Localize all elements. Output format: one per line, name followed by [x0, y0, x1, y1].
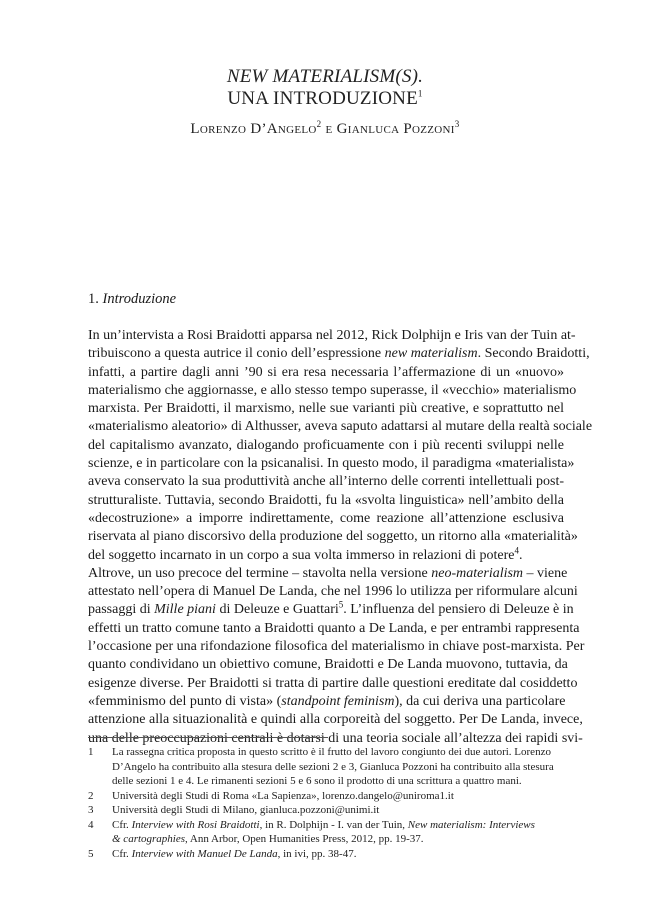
text-run: effetti un tratto comune tanto a Braidotti quanto a De Landa, e per entrambi rappresenta [88, 620, 580, 636]
italic-run: New materialism: Interviews [407, 818, 535, 831]
text-run: Altrove, un uso precoce del termine – stavolta nella versione [88, 565, 432, 581]
text-run: Università degli Studi di Roma «La Sapienza», lorenzo.dangelo@uniroma1.it [112, 789, 454, 802]
text-line [88, 599, 574, 619]
text-run: riservata al piano discorsivo della produzione del soggetto, un ritorno alla «materialità» [88, 529, 578, 545]
italic-run: standpoint feminism [281, 693, 395, 709]
italic-run: & cartographies [112, 833, 186, 845]
text-line [88, 638, 585, 656]
italic-run: Interview with Manuel De Landa [131, 847, 278, 860]
section-number: 1. [88, 291, 103, 307]
footnote [88, 745, 564, 789]
paragraph [88, 565, 585, 748]
text-line [88, 620, 580, 638]
text-run: scienze, e in particolare con la psicanalisi. In questo modo, il paradigma «materialista» [88, 456, 575, 472]
footnote-ref[interactable]: 4 [514, 544, 519, 555]
footnote-number: 5 [88, 847, 94, 860]
author2-footnote-ref[interactable]: 3 [454, 119, 460, 129]
text-run: l’occasione per una rifondazione filosofica del materialismo in chiave post-marxista. Per [88, 639, 585, 655]
text-run: Cfr. [112, 847, 132, 860]
paragraph [88, 327, 593, 565]
title-footnote-ref[interactable]: 1 [417, 88, 423, 99]
text-run: del soggetto incarnato in un corpo a sua volta immerso in relazioni di potere [88, 547, 515, 563]
text-line [88, 583, 578, 601]
body-text [88, 327, 593, 748]
footnote-number: 4 [88, 818, 94, 831]
text-line [88, 382, 577, 400]
section-heading [88, 290, 176, 308]
footnotes [88, 745, 564, 861]
footnote-line [112, 760, 564, 775]
section-title: Introduzione [102, 291, 177, 307]
text-run: ), da cui deriva una particolare [394, 693, 566, 709]
text-run: Cfr. [112, 818, 132, 831]
text-run: tribuiscono a questa autrice il conio dell’espressione [88, 346, 385, 362]
footnote-number: 2 [88, 789, 94, 802]
text-run: delle sezioni 1 e 4. Le rimanenti sezioni 5 e 6 sono il prodotto di una scrittura a quattro mani. [112, 775, 522, 787]
text-run: In un’intervista a Rosi Braidotti apparsa nel 2012, Rick Dolphijn e Iris van der Tuin at- [88, 328, 576, 343]
footnote-line [112, 789, 564, 804]
footnote-line [112, 745, 564, 760]
text-run: Università degli Studi di Milano, gianluca.pozzoni@unimi.it [112, 804, 380, 816]
text-run: marxista. Per Braidotti, il marxismo, nelle sue varianti più creative, e soprattutto nel [88, 401, 564, 417]
text-run: «decostruzione» a imporre indirettamente, come reazione all’attenzione esclusiva [88, 510, 564, 526]
text-run: del capitalismo avanzato, dialogando proficuamente con i più recenti sviluppi nelle [88, 437, 564, 453]
footnote-line [112, 832, 564, 847]
text-line [88, 565, 568, 583]
text-run: quanto condividano un obiettivo comune, Braidotti e De Landa muovono, tuttavia, da [88, 657, 568, 673]
text-line [88, 528, 578, 546]
footnote-line [112, 803, 564, 818]
title-line2-text: UNA INTRODUZIONE [227, 88, 418, 109]
text-run: strutturaliste. Tuttavia, secondo Braidotti, fu la «svolta linguistica» nell’ambito della [88, 492, 564, 508]
text-run: infatti, a partire dagli anni ’90 si era resa necessaria l’affermazione di un «nuovo» [88, 364, 564, 380]
text-line [88, 437, 564, 455]
text-line [88, 492, 564, 510]
italic-run: Mille piani [154, 602, 216, 618]
footnote [88, 847, 564, 862]
text-line [88, 693, 564, 711]
title-line1-text: NEW MATERIALISM(S). [226, 66, 424, 87]
text-line [88, 656, 568, 674]
text-run: . [519, 547, 523, 563]
text-run: «femminismo del punto di vista» ( [88, 693, 282, 709]
text-run: «materialismo aleatorio» di Althusser, aveva saputo adattarsi al mutare della realtà sociale [88, 419, 593, 435]
italic-run: Interview with Rosi Braidotti [131, 818, 260, 831]
footnote-line [112, 818, 564, 833]
text-run: , in ivi, pp. 38-47. [277, 847, 357, 860]
text-line [88, 345, 590, 363]
italic-run: new materialism [384, 346, 478, 362]
text-run: una delle preoccupazioni centrali è dotarsi di una teoria sociale all’altezza dei rapidi svi- [88, 730, 583, 746]
footnote-divider [88, 737, 328, 738]
text-run: D’Angelo ha contribuito alla stesura delle sezioni 2 e 3, Gianluca Pozzoni ha contribuito alla stesura [112, 760, 554, 773]
author-name-2: Gianluca Pozzoni [336, 121, 455, 137]
text-run: esigenze diverse. Per Braidotti si tratta di partire dalle questioni ereditate dal cosiddetto [88, 675, 578, 691]
text-run: attestato nell’opera di Manuel De Landa, che nel 1996 lo utilizza per riformulare alcuni [88, 584, 578, 600]
text-line [88, 544, 564, 565]
article-title-line2 [0, 88, 650, 110]
text-run: . Secondo Braidotti, [477, 346, 590, 362]
text-run: , Ann Arbor, Open Humanities Press, 2012, pp. 19-37. [185, 833, 424, 845]
footnote-number: 1 [88, 746, 94, 758]
text-line [88, 400, 564, 418]
text-line [88, 455, 575, 473]
authors-line [0, 120, 650, 138]
text-line [88, 711, 583, 729]
text-line [88, 364, 564, 382]
footnote [88, 803, 564, 818]
authors-conjunction: e [321, 121, 337, 137]
text-run: , in R. Dolphijn - I. van der Tuin, [259, 818, 408, 831]
text-run: La rassegna critica proposta in questo scritto è il frutto del lavoro congiunto dei due autori. Lorenzo [112, 746, 551, 758]
text-line [88, 510, 564, 528]
text-run: – viene [523, 565, 568, 581]
text-run: materialismo che aggiornasse, e allo stesso tempo superasse, il «vecchio» materialismo [88, 382, 577, 398]
footnote-line [112, 847, 564, 862]
italic-run: neo-materialism [431, 565, 524, 581]
text-run: di Deleuze e Guattari [215, 602, 339, 618]
text-line [88, 675, 578, 693]
author1-footnote-ref[interactable]: 2 [316, 119, 322, 129]
footnote [88, 789, 564, 804]
footnote-number: 3 [88, 804, 94, 816]
text-run: attenzione alla situazionalità e quindi alla corporeità del soggetto. Per De Landa, invece, [88, 712, 583, 728]
author-name-1: Lorenzo D’Angelo [190, 121, 317, 137]
text-line [88, 473, 564, 491]
article-title-line1 [0, 66, 650, 88]
text-run: passaggi di [88, 602, 155, 618]
text-line [88, 327, 576, 345]
text-run: aveva conservato la sua produttività anche all’interno delle correnti intellettuali post- [88, 474, 564, 490]
footnote-ref[interactable]: 5 [338, 599, 344, 610]
footnote-line [112, 774, 564, 789]
footnote [88, 818, 564, 847]
text-line [88, 418, 593, 436]
text-run: . L’influenza del pensiero di Deleuze è in [343, 602, 574, 618]
